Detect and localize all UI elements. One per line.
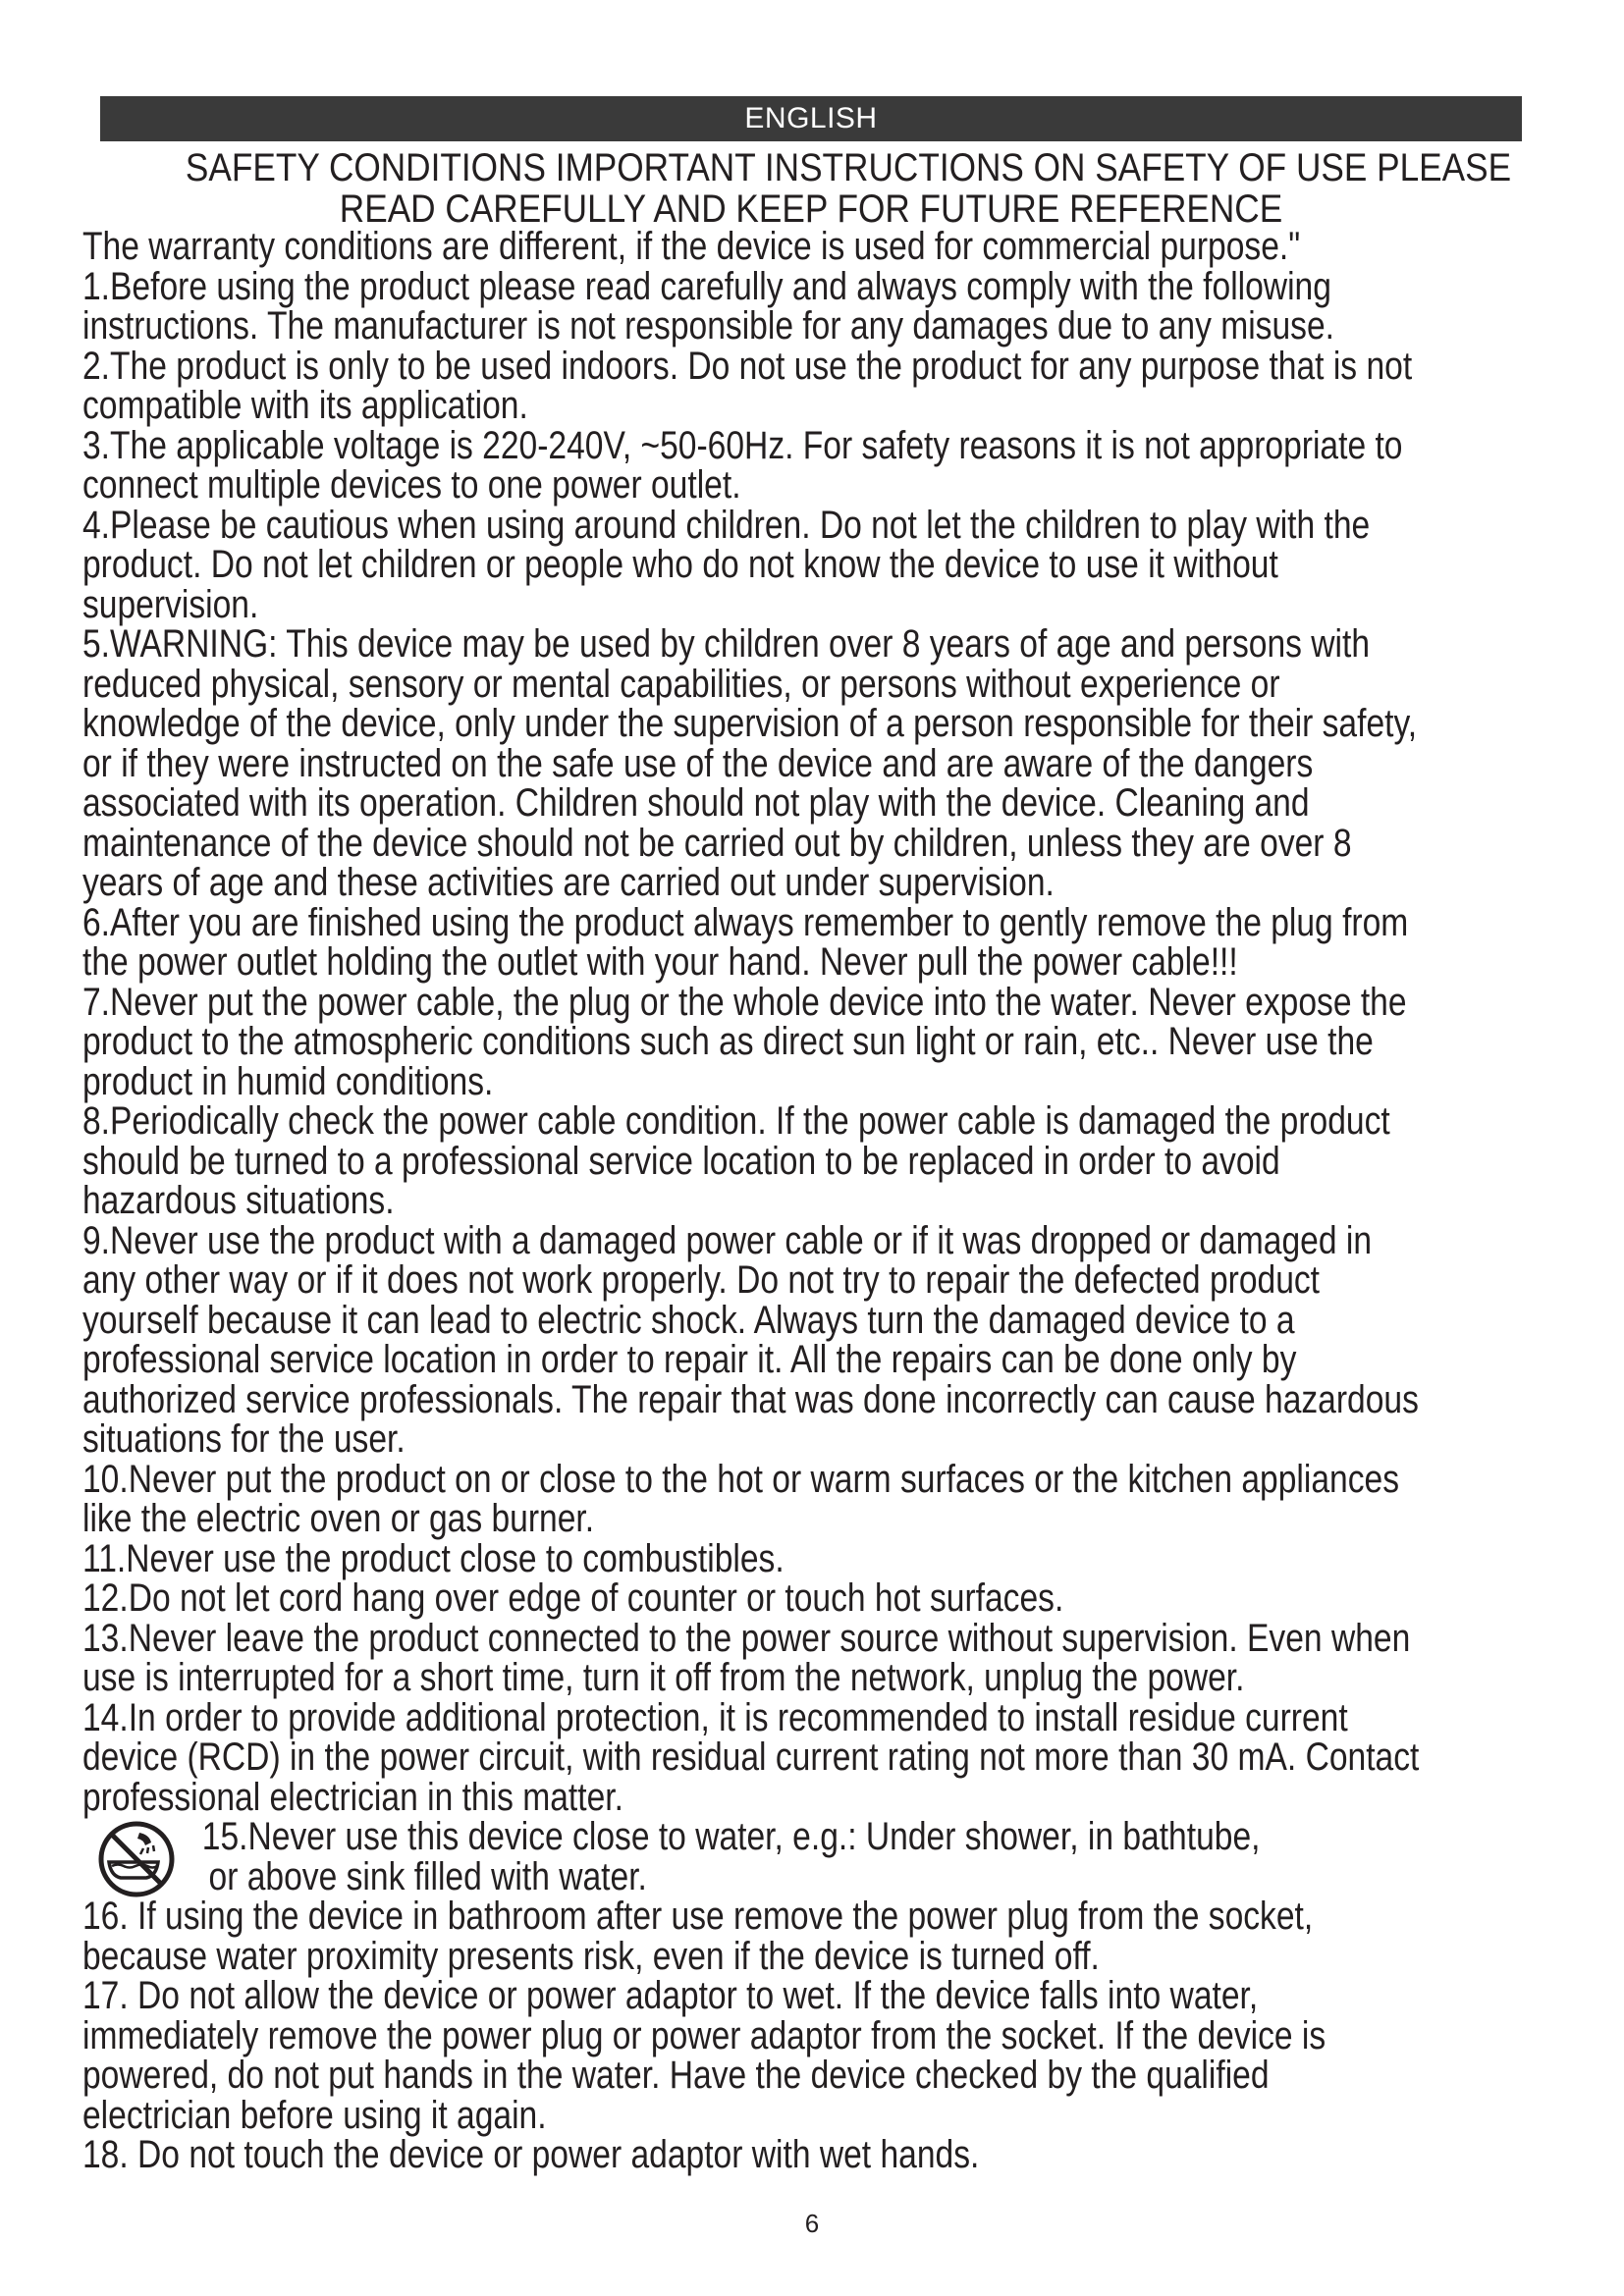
icon-item-line-1: 15.Never use this device close to water, e.g.: Under shower, in bathtube,	[201, 1815, 1261, 1858]
text-line: should be turned to a professional service location to be replaced in order to avoid	[82, 1139, 1280, 1183]
text-line: 1.Before using the product please read carefully and always comply with the following	[82, 264, 1331, 308]
text-line: connect multiple devices to one power outlet.	[82, 463, 741, 507]
text-line: instructions. The manufacturer is not responsible for any damages due to any misuse.	[82, 304, 1334, 347]
language-label: ENGLISH	[744, 102, 878, 134]
text-line: or if they were instructed on the safe use of the device and are aware of the dangers	[82, 741, 1314, 785]
text-line: 10.Never put the product on or close to the hot or warm surfaces or the kitchen appliances	[82, 1457, 1400, 1501]
text-line: 9.Never use the product with a damaged power cable or if it was dropped or damaged in	[82, 1218, 1373, 1262]
text-line: any other way or if it does not work properly. Do not try to repair the defected product	[82, 1258, 1321, 1302]
text-line: like the electric oven or gas burner.	[82, 1497, 595, 1540]
text-line: product. Do not let children or people who do not know the device to use it without	[82, 543, 1278, 586]
text-line: product to the atmospheric conditions such as direct sun light or rain, etc.. Never use the	[82, 1020, 1374, 1063]
text-line: electrician before using it again.	[82, 2093, 547, 2137]
text-line: 18. Do not touch the device or power adaptor with wet hands.	[82, 2133, 980, 2176]
text-line: 12.Do not let cord hang over edge of counter or touch hot surfaces.	[82, 1576, 1064, 1620]
no-water-near-bathtub-icon	[94, 1819, 179, 1899]
text-line: 11.Never use the product close to combustibles.	[82, 1536, 785, 1580]
text-line: device (RCD) in the power circuit, with residual current rating not more than 30 mA. Contact	[82, 1735, 1420, 1779]
text-line: authorized service professionals. The repair that was done incorrectly can cause hazardous	[82, 1377, 1419, 1421]
text-line: situations for the user.	[82, 1417, 406, 1461]
text-line: professional service location in order to repair it. All the repairs can be done only by	[82, 1338, 1297, 1381]
text-line: The warranty conditions are different, if the device is used for commercial purpose."	[82, 225, 1301, 268]
text-line: 13.Never leave the product connected to the power source without supervision. Even when	[82, 1616, 1411, 1660]
text-line: 8.Periodically check the power cable condition. If the power cable is damaged the product	[82, 1099, 1390, 1143]
text-line: years of age and these activities are carried out under supervision.	[82, 861, 1055, 904]
text-line: use is interrupted for a short time, turn it off from the network, unplug the power.	[82, 1656, 1245, 1699]
heading-line-2: READ CAREFULLY AND KEEP FOR FUTURE REFERENCE	[339, 187, 1283, 231]
text-line: maintenance of the device should not be carried out by children, unless they are over 8	[82, 821, 1352, 865]
text-line: 17. Do not allow the device or power adaptor to wet. If the device falls into water,	[82, 1974, 1259, 2017]
text-line: the power outlet holding the outlet with your hand. Never pull the power cable!!!	[82, 940, 1238, 984]
text-line: 16. If using the device in bathroom after use remove the power plug from the socket,	[82, 1895, 1314, 1938]
text-line: hazardous situations.	[82, 1179, 395, 1222]
text-line: knowledge of the device, only under the supervision of a person responsible for their safety,	[82, 702, 1418, 745]
text-line: supervision.	[82, 582, 259, 626]
text-line: 4.Please be cautious when using around children. Do not let the children to play with the	[82, 503, 1371, 547]
text-line: 14.In order to provide additional protection, it is recommended to install residue current	[82, 1695, 1348, 1739]
text-line: because water proximity presents risk, even if the device is turned off.	[82, 1934, 1100, 1978]
text-line: 2.The product is only to be used indoors. Do not use the product for any purpose that is not	[82, 344, 1413, 388]
text-line: associated with its operation. Children should not play with the device. Cleaning and	[82, 781, 1310, 825]
text-line: 6.After you are finished using the product always remember to gently remove the plug from	[82, 900, 1409, 944]
text-line: product in humid conditions.	[82, 1059, 494, 1103]
page-number: 6	[804, 2209, 820, 2238]
text-line: 7.Never put the power cable, the plug or the whole device into the water. Never expose the	[82, 980, 1407, 1024]
text-line: yourself because it can lead to electric shock. Always turn the damaged device to a	[82, 1298, 1295, 1342]
language-banner	[100, 96, 1522, 141]
instructions-body	[82, 225, 1420, 2176]
text-line: reduced physical, sensory or mental capabilities, or persons without experience or	[82, 662, 1280, 706]
text-line: compatible with its application.	[82, 384, 528, 427]
text-line: powered, do not put hands in the water. Have the device checked by the qualified	[82, 2054, 1270, 2097]
text-line: immediately remove the power plug or power adaptor from the socket. If the device is	[82, 2013, 1326, 2057]
text-line: 3.The applicable voltage is 220-240V, ~50-60Hz. For safety reasons it is not appropriate to	[82, 423, 1403, 467]
safety-heading	[185, 146, 1512, 231]
text-line: professional electrician in this matter.	[82, 1775, 623, 1819]
icon-item-line-2: or above sink filled with water.	[208, 1854, 647, 1898]
heading-line-1: SAFETY CONDITIONS IMPORTANT INSTRUCTIONS ON SAFETY OF USE PLEASE	[185, 146, 1512, 189]
text-line: 5.WARNING: This device may be used by children over 8 years of age and persons with	[82, 622, 1371, 666]
